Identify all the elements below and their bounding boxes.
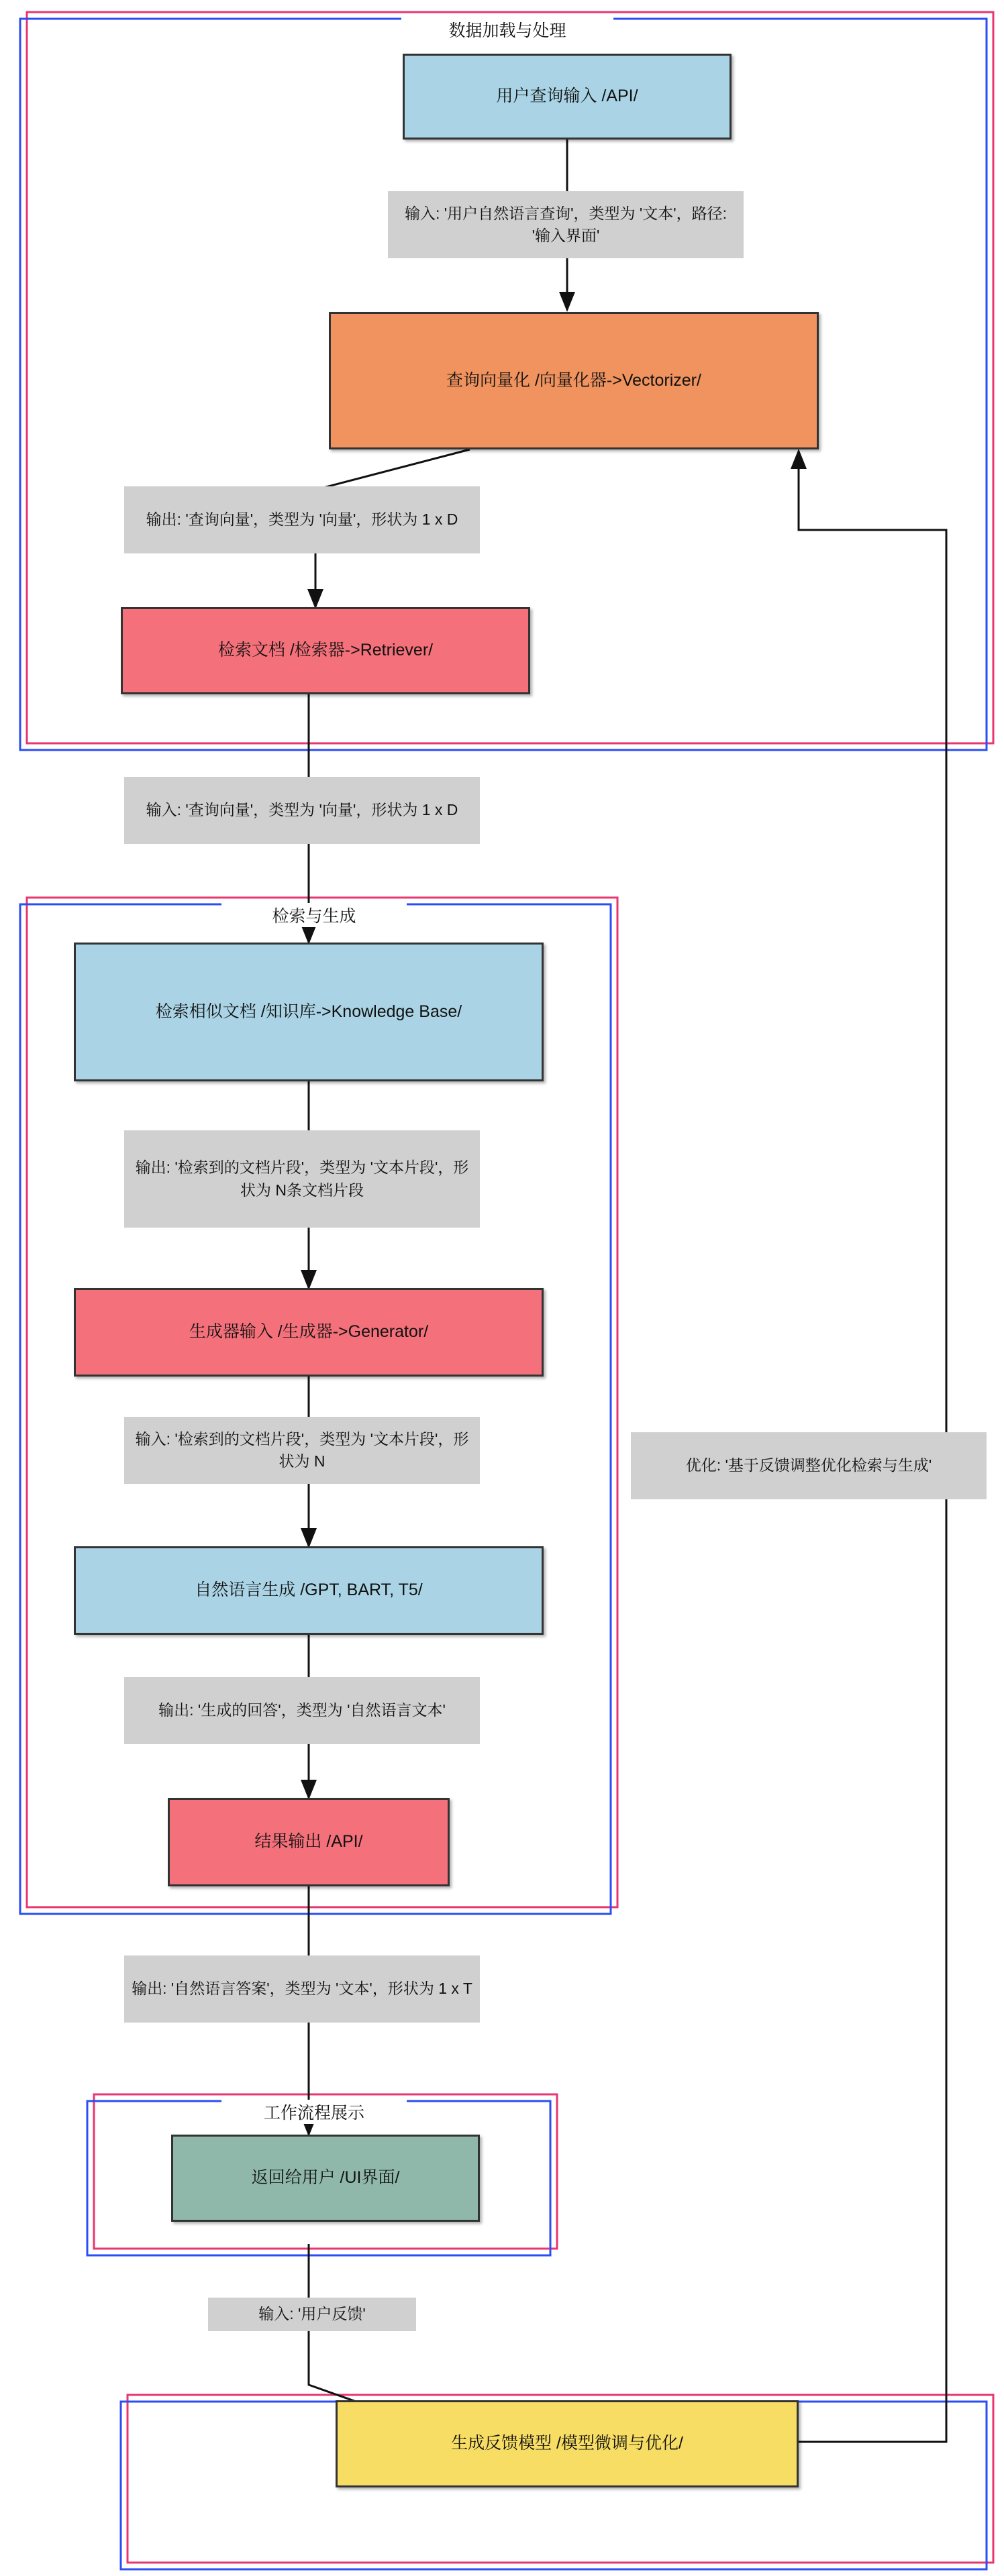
node-generator-input[interactable]: 生成器输入 /生成器->Generator/ <box>74 1288 544 1377</box>
group-title-workflow-display: 工作流程展示 <box>221 2100 407 2124</box>
edge-label-generated-answer-output: 输出: '生成的回答'，类型为 '自然语言文本' <box>124 1677 480 1744</box>
node-return-to-user[interactable]: 返回给用户 /UI界面/ <box>171 2135 480 2222</box>
edge-label-user-query-input: 输入: '用户自然语言查询'，类型为 '文本'，路径: '输入界面' <box>388 191 744 258</box>
node-retrieve-documents[interactable]: 检索文档 /检索器->Retriever/ <box>121 607 530 694</box>
edge-label-user-feedback-input: 输入: '用户反馈' <box>208 2298 416 2331</box>
group-title-data-loading: 数据加载与处理 <box>401 17 613 42</box>
edge-label-natural-language-answer-output: 输出: '自然语言答案'，类型为 '文本'，形状为 1 x T <box>124 1955 480 2023</box>
node-result-output[interactable]: 结果输出 /API/ <box>168 1798 450 1886</box>
node-natural-language-generation[interactable]: 自然语言生成 /GPT, BART, T5/ <box>74 1546 544 1635</box>
node-feedback-model[interactable]: 生成反馈模型 /模型微调与优化/ <box>336 2400 799 2487</box>
edge-label-optimization-feedback: 优化: '基于反馈调整优化检索与生成' <box>631 1432 987 1499</box>
node-query-vectorization[interactable]: 查询向量化 /向量化器->Vectorizer/ <box>329 312 819 449</box>
edge-label-query-vector-output: 输出: '查询向量'，类型为 '向量'，形状为 1 x D <box>124 486 480 553</box>
edge-label-retrieved-fragments-input: 输入: '检索到的文档片段'，类型为 '文本片段'，形状为 N <box>124 1417 480 1484</box>
edge-label-query-vector-input: 输入: '查询向量'，类型为 '向量'，形状为 1 x D <box>124 777 480 844</box>
edge-label-retrieved-fragments-output: 输出: '检索到的文档片段'，类型为 '文本片段'，形状为 N条文档片段 <box>124 1130 480 1228</box>
node-user-query-input[interactable]: 用户查询输入 /API/ <box>403 54 732 140</box>
node-retrieve-similar-documents[interactable]: 检索相似文档 /知识库->Knowledge Base/ <box>74 943 544 1081</box>
group-title-retrieval-generation: 检索与生成 <box>221 903 407 927</box>
